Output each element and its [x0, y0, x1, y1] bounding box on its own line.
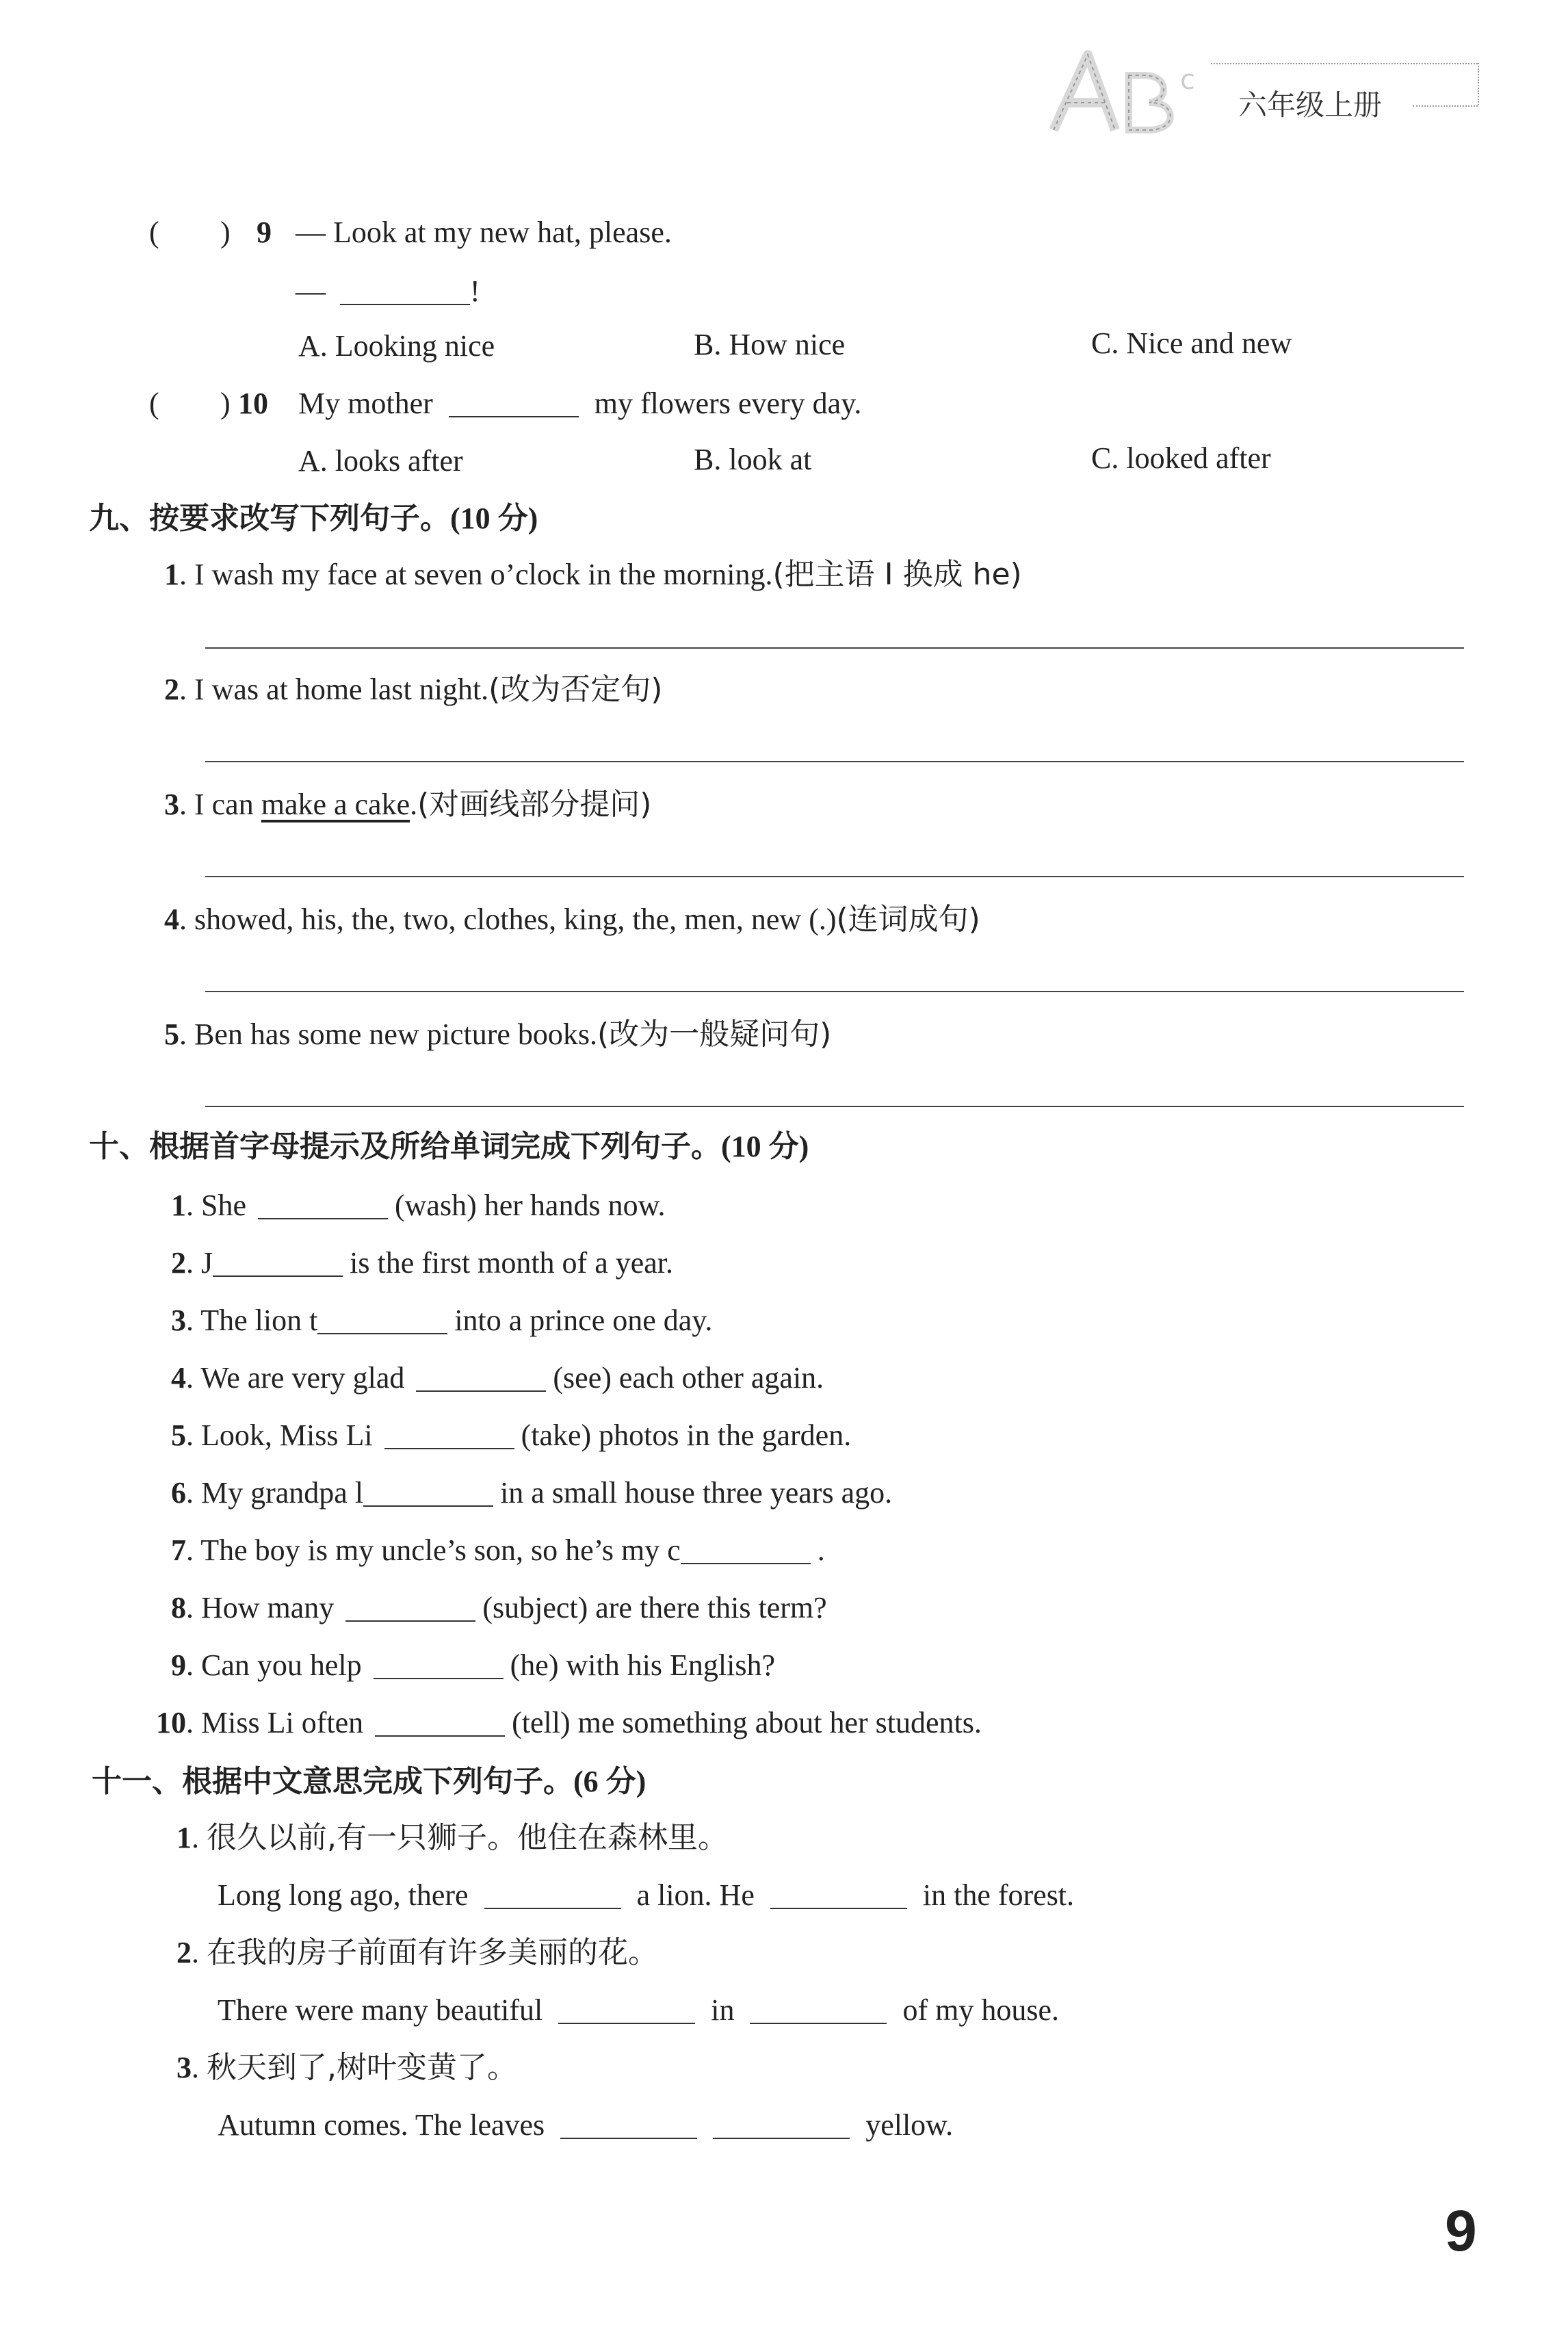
- ab-logo-icon: [1040, 41, 1218, 144]
- section10-item: 2. J is the first month of a year.: [171, 1246, 674, 1280]
- section10-item: 7. The boy is my uncle’s son, so he’s my c .: [171, 1533, 825, 1567]
- s9-item-note: (改为否定句): [488, 672, 663, 707]
- q10-option-a[interactable]: A. looks after: [298, 444, 463, 478]
- s10-item-text: My grandpa: [201, 1476, 348, 1510]
- s11-blank[interactable]: [770, 1880, 907, 1909]
- s10-answer-blank[interactable]: [384, 1421, 514, 1449]
- q9-number: 9: [257, 216, 272, 249]
- s10-item-text: The boy is my uncle’s son, so he’s my: [200, 1533, 660, 1567]
- q9-reply-end: !: [470, 274, 480, 308]
- s9-item-note: (连词成句): [836, 902, 980, 937]
- s11-text: yellow.: [865, 2108, 954, 2142]
- s10-item-text: Look, Miss Li: [201, 1418, 373, 1452]
- q9-option-c[interactable]: C. Nice and new: [1091, 326, 1292, 360]
- s11-blank[interactable]: [484, 1880, 621, 1909]
- s10-answer-blank[interactable]: [681, 1536, 811, 1564]
- s10-item-post: (tell) me something about her students.: [512, 1706, 982, 1739]
- s10-item-number: 3: [171, 1304, 186, 1337]
- s10-item-text: We are very glad: [200, 1361, 405, 1395]
- s11-text: Autumn comes. The leaves: [218, 2108, 545, 2142]
- s11-blank[interactable]: [558, 1995, 695, 2024]
- section10-points: (10 分): [721, 1130, 809, 1163]
- svg-text:c: c: [1180, 64, 1195, 96]
- s11-blank[interactable]: [560, 2110, 697, 2139]
- s9-item-text: I can: [194, 788, 261, 821]
- section11-points: (6 分): [573, 1765, 646, 1798]
- s10-answer-blank[interactable]: [258, 1191, 388, 1219]
- q10-option-c[interactable]: C. looked after: [1091, 441, 1271, 475]
- s10-answer-blank[interactable]: [213, 1248, 343, 1277]
- s9-item-number: 4: [164, 903, 179, 936]
- q10-paren-close: ): [220, 387, 231, 420]
- s9-item-number: 2: [164, 673, 179, 706]
- s9-answer-line-5[interactable]: [205, 1106, 1464, 1107]
- s11-item-1-english: [218, 1876, 1074, 1915]
- s11-text: a lion. He: [636, 1878, 755, 1912]
- section9-points: (10 分): [450, 502, 538, 535]
- q9-option-b[interactable]: B. How nice: [694, 328, 846, 361]
- s9-item-note: (改为一般疑问句): [597, 1017, 832, 1052]
- q9-paren-close: ): [220, 216, 231, 249]
- s10-item-post: (subject) are there this term?: [482, 1591, 827, 1624]
- header-dotted-line-bottom: [1413, 105, 1478, 107]
- s11-chinese-text: 在我的房子前面有许多美丽的花。: [207, 1935, 658, 1970]
- s9-item-5: 5. Ben has some new picture books.(改为一般疑问句): [164, 1017, 832, 1052]
- s10-item-number: 5: [171, 1418, 186, 1452]
- s10-answer-blank[interactable]: [317, 1306, 447, 1334]
- s10-answer-blank[interactable]: [375, 1708, 505, 1737]
- s10-item-number: 7: [171, 1533, 186, 1567]
- s10-item-number: 4: [171, 1361, 186, 1395]
- s10-answer-blank[interactable]: [363, 1478, 493, 1507]
- s11-chinese-text: 秋天到了,树叶变黄了。: [207, 2050, 517, 2085]
- section9-title: 九、按要求改写下列句子。: [89, 501, 450, 536]
- s11-item-number: 1: [177, 1821, 192, 1854]
- header-dotted-line-right: [1478, 63, 1479, 105]
- q9-paren: (: [149, 216, 159, 249]
- s11-text: There were many beautiful: [218, 1993, 543, 2027]
- s10-item-post: (see) each other again.: [553, 1361, 824, 1395]
- s11-chinese-text: 很久以前,有一只狮子。他住在森林里。: [207, 1820, 728, 1855]
- s10-initial-letter: l: [354, 1476, 364, 1510]
- section10-item: 4. We are very glad (see) each other again.: [171, 1361, 824, 1395]
- section10-item: 6. My grandpa l in a small house three years ago.: [171, 1476, 893, 1510]
- s10-item-number: 6: [171, 1476, 186, 1510]
- s10-item-text: How many: [201, 1591, 335, 1624]
- s10-item-number: 1: [171, 1189, 186, 1222]
- section10-title: 十、根据首字母提示及所给单词完成下列句子。: [89, 1129, 721, 1164]
- s9-item-post: .: [410, 788, 418, 821]
- q9-prompt: — Look at my new hat, please.: [296, 216, 672, 249]
- s10-item-post: is the first month of a year.: [350, 1246, 674, 1280]
- s9-item-text: showed, his, the, two, clothes, king, the, men, new (.): [194, 903, 837, 936]
- section10-item: 1. She (wash) her hands now.: [171, 1189, 666, 1222]
- s9-answer-line-3[interactable]: [205, 876, 1464, 877]
- s9-answer-line-1[interactable]: [205, 647, 1464, 649]
- s10-item-number: 2: [171, 1246, 186, 1280]
- s11-item-2-chinese: 2. 在我的房子前面有许多美丽的花。: [177, 1935, 658, 1970]
- s10-item-post: (take) photos in the garden.: [521, 1418, 852, 1452]
- q10-sentence: [298, 385, 861, 423]
- s9-item-2: 2. I was at home last night.(改为否定句): [164, 672, 663, 707]
- s11-item-3-english: [218, 2106, 953, 2145]
- s10-item-text: The lion: [200, 1304, 302, 1337]
- header-dotted-line-top: [1211, 63, 1478, 64]
- s10-item-post: in a small house three years ago.: [500, 1476, 893, 1510]
- s11-item-1-chinese: 1. 很久以前,有一只狮子。他住在森林里。: [177, 1820, 728, 1855]
- grade-label: 六年级上册: [1238, 88, 1383, 122]
- s9-item-1: 1. I wash my face at seven o’clock in the morning.(把主语 I 换成 he): [164, 557, 1022, 592]
- q10-option-b[interactable]: B. look at: [694, 443, 812, 476]
- s9-item-note: (把主语 I 换成 he): [772, 557, 1022, 592]
- s9-item-note: (对画线部分提问): [417, 787, 652, 822]
- s10-item-number: 9: [171, 1648, 186, 1682]
- s11-item-3-chinese: 3. 秋天到了,树叶变黄了。: [177, 2050, 517, 2085]
- s10-item-number: 10: [156, 1706, 186, 1739]
- s11-text: of my house.: [902, 1993, 1059, 2027]
- s10-item-post: .: [817, 1533, 825, 1567]
- q9-option-a[interactable]: A. Looking nice: [298, 329, 495, 363]
- s9-answer-line-4[interactable]: [205, 991, 1464, 992]
- q9-reply-dash: —: [296, 274, 326, 308]
- s9-item-text: I wash my face at seven o’clock in the morning.: [194, 558, 773, 591]
- s10-initial-letter: t: [309, 1304, 318, 1337]
- s10-item-post: (he) with his English?: [510, 1648, 776, 1682]
- q9-answer-blank[interactable]: [340, 276, 470, 305]
- s10-item-text: Miss Li often: [201, 1706, 364, 1739]
- s11-text: in the forest.: [922, 1878, 1075, 1912]
- s11-blank[interactable]: [713, 2110, 850, 2139]
- q9-reply: [296, 272, 480, 311]
- header-logo: [1040, 41, 1218, 147]
- section10-item: 5. Look, Miss Li (take) photos in the garden.: [171, 1418, 852, 1452]
- page-number: 9: [1445, 2199, 1477, 2263]
- s9-item-number: 3: [164, 788, 179, 821]
- section11-title: 十一、根据中文意思完成下列句子。: [92, 1764, 573, 1799]
- s10-item-number: 8: [171, 1591, 186, 1624]
- section10-item: 9. Can you help (he) with his English?: [171, 1648, 776, 1682]
- section10-item: 10. Miss Li often (tell) me something about her students.: [156, 1706, 982, 1739]
- s11-text: Long long ago, there: [218, 1878, 469, 1912]
- s11-item-2-english: [218, 1991, 1059, 2030]
- s11-item-number: 2: [177, 1936, 192, 1969]
- s10-initial-letter: c: [667, 1533, 681, 1567]
- q10-answer-blank[interactable]: [449, 389, 579, 417]
- q10-before: My mother: [298, 387, 433, 420]
- s9-item-3: 3. I can make a cake.(对画线部分提问): [164, 787, 652, 822]
- q10-paren: (: [149, 387, 159, 420]
- section10-item: 3. The lion t into a prince one day.: [171, 1304, 713, 1337]
- q10-after: my flowers every day.: [594, 387, 862, 420]
- s11-text: in: [711, 1993, 735, 2027]
- s9-item-text: I was at home last night.: [194, 673, 489, 706]
- s9-item-number: 5: [164, 1018, 179, 1051]
- s10-item-post: into a prince one day.: [454, 1304, 713, 1337]
- s9-item-number: 1: [164, 558, 179, 591]
- s10-item-post: (wash) her hands now.: [395, 1189, 666, 1222]
- section11-heading: [92, 1763, 646, 1801]
- section9-heading: [89, 500, 538, 538]
- s11-item-number: 3: [177, 2051, 192, 2084]
- section10-heading: [89, 1128, 809, 1166]
- q10-number: 10: [238, 387, 268, 420]
- s9-item-4: 4. showed, his, the, two, clothes, king, the, men, new (.)(连词成句): [164, 902, 980, 937]
- s10-answer-blank[interactable]: [374, 1650, 504, 1679]
- s10-initial-letter: J: [201, 1246, 213, 1280]
- s9-underlined-phrase: make a cake: [261, 788, 410, 821]
- section10-item: 8. How many (subject) are there this term?: [171, 1591, 827, 1624]
- s9-answer-line-2[interactable]: [205, 761, 1464, 762]
- s10-answer-blank[interactable]: [416, 1363, 546, 1392]
- s11-blank[interactable]: [750, 1995, 887, 2024]
- s9-item-text: Ben has some new picture books.: [194, 1018, 597, 1051]
- s10-item-text: Can you help: [201, 1648, 362, 1682]
- s10-item-text: She: [201, 1189, 246, 1222]
- s10-answer-blank[interactable]: [345, 1593, 475, 1622]
